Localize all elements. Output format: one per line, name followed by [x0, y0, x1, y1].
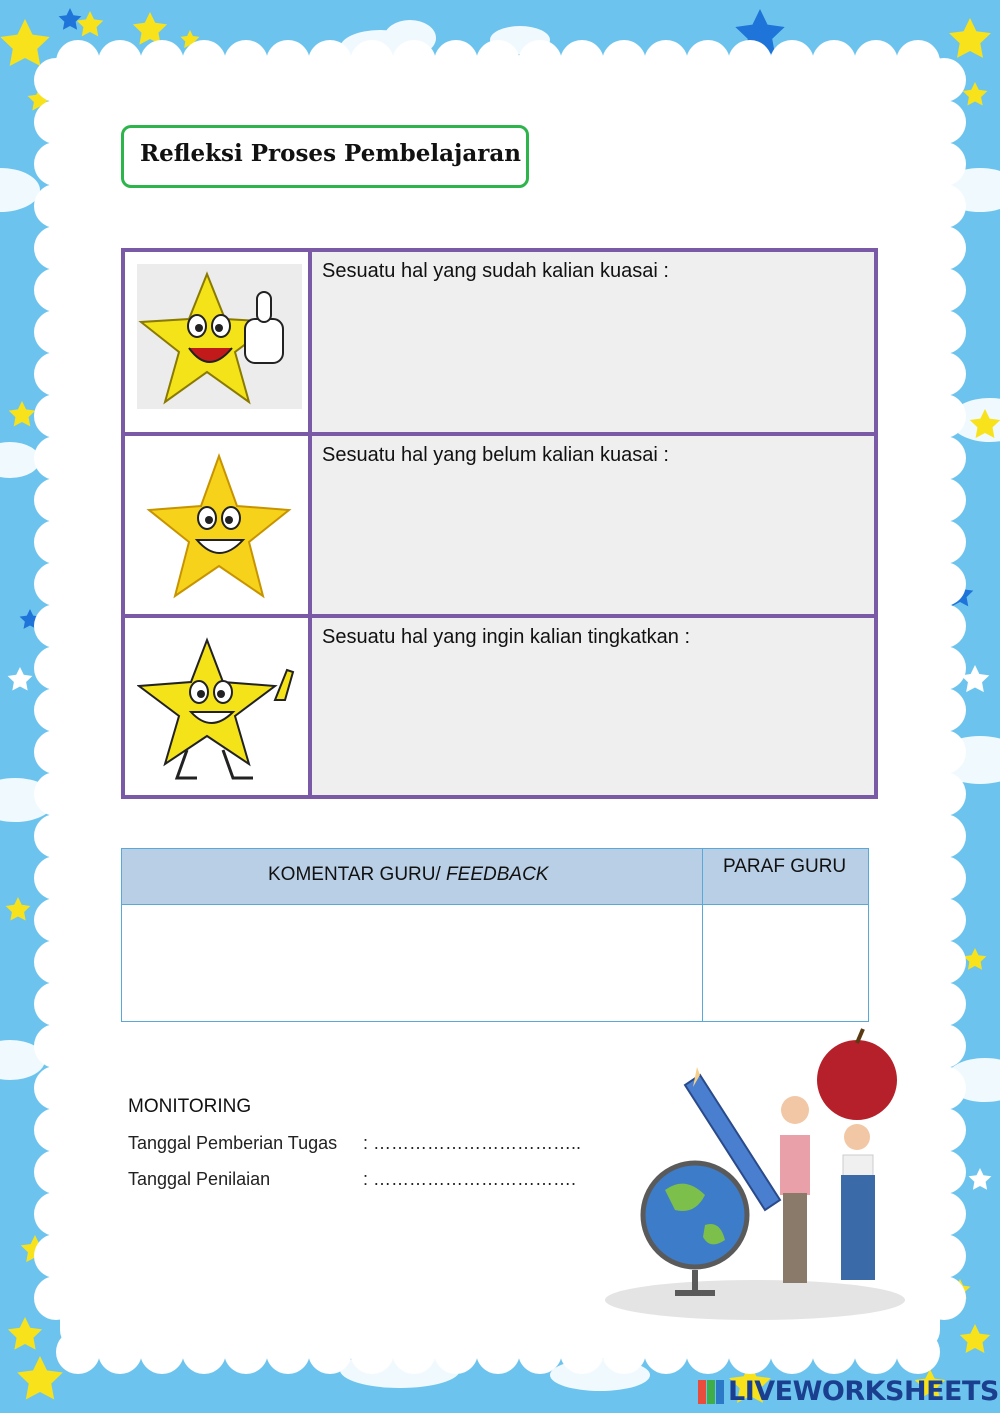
reflection-image-cell: [125, 618, 312, 795]
liveworksheets-logo-icon: [698, 1380, 724, 1404]
reflection-answer-cell[interactable]: [312, 618, 874, 795]
title-box: [121, 125, 529, 188]
reflection-table: [121, 248, 878, 799]
comment-field[interactable]: [122, 905, 702, 1022]
page-title: Refleksi Proses Pembelajaran: [140, 140, 521, 167]
star-thumbs-up-icon: [137, 264, 302, 414]
reflection-label: Sesuatu hal yang ingin kalian tingkatkan :: [322, 626, 691, 648]
brand-name[interactable]: LIVEWORKSHEETS: [728, 1376, 999, 1407]
reflection-label: Sesuatu hal yang sudah kalian kuasai :: [322, 260, 669, 282]
assignment-date-label: Tanggal Pemberian Tugas: [128, 1133, 338, 1153]
reflection-row: [125, 436, 874, 614]
comment-header: KOMENTAR GURU/ FEEDBACK: [268, 864, 549, 885]
star-pointing-icon: [137, 630, 307, 785]
star-smiling-icon: [137, 448, 302, 603]
reflection-image-cell: [125, 436, 312, 614]
reflection-answer-cell[interactable]: [312, 252, 874, 432]
feedback-table: [121, 848, 869, 1022]
reflection-answer-cell[interactable]: [312, 436, 874, 614]
signature-field[interactable]: [703, 905, 868, 1022]
assessment-date-label: Tanggal Penilaian: [128, 1169, 271, 1189]
reflection-image-cell: [125, 252, 312, 432]
reflection-label: Sesuatu hal yang belum kalian kuasai :: [322, 444, 669, 466]
reflection-row: [125, 618, 874, 795]
reflection-row: [125, 252, 874, 432]
assessment-date-value[interactable]: : …………………………….: [363, 1169, 577, 1189]
assignment-date-value[interactable]: : ……………………………..: [363, 1133, 582, 1153]
signature-header: PARAF GURU: [723, 856, 847, 877]
monitoring-title: MONITORING: [128, 1096, 252, 1117]
students-illustration: [595, 1025, 915, 1325]
